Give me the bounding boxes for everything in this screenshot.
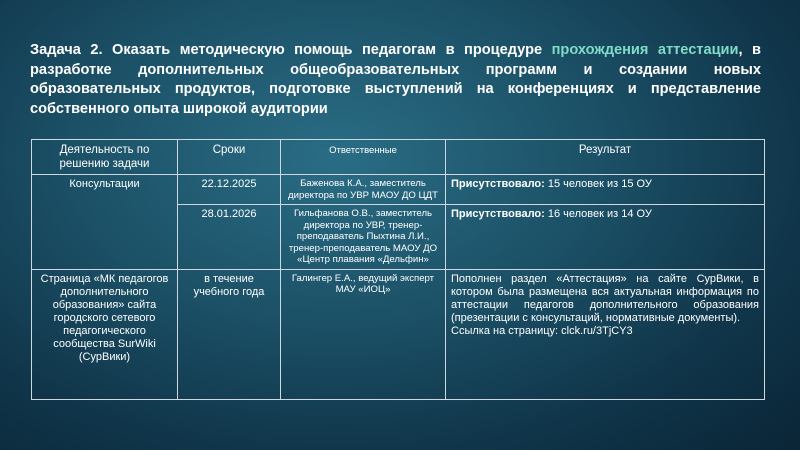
cell-result bbox=[446, 175, 765, 205]
cell-terms: в течение учебного года bbox=[178, 269, 281, 399]
header-activity: Деятельность по решению задачи bbox=[32, 140, 178, 175]
task-heading-highlight: прохождения аттестации bbox=[551, 42, 739, 58]
cell-terms: 28.01.2026 bbox=[178, 205, 281, 270]
result-link-line[interactable]: Ссылка на страницу: clck.ru/3TjCY3 bbox=[451, 324, 633, 337]
result-label: Присутствовало: bbox=[451, 208, 545, 220]
result-text: 15 человек из 15 ОУ bbox=[544, 178, 652, 190]
task-heading-prefix: Задача 2. Оказать методическую помощь педагогам в процедуре bbox=[30, 42, 552, 58]
cell-result bbox=[446, 205, 765, 270]
cell-responsible: Баженова К.А., заместитель директора по УВР МАОУ ДО ЦДТ bbox=[281, 175, 446, 205]
header-terms: Сроки bbox=[178, 140, 281, 175]
header-result: Результат bbox=[446, 140, 765, 175]
header-responsible: Ответственные bbox=[281, 140, 446, 175]
cell-activity: Страница «МК педагогов дополнительного образования» сайта городского сетевого педагогического сообщества SurWiki (СурВики) bbox=[32, 269, 178, 399]
cell-result bbox=[446, 269, 765, 399]
result-text: Пополнен раздел «Аттестация» на сайте СурВики, в котором была размещена вся актуальная информация по аттестации педагогов дополнительного образования (презентации с консультаций, нормативные документы). bbox=[451, 272, 759, 324]
cell-activity: Консультации bbox=[32, 175, 178, 270]
table-header-row bbox=[32, 140, 765, 175]
result-text: 16 человек из 14 ОУ bbox=[544, 208, 652, 220]
table-row bbox=[32, 175, 765, 205]
cell-responsible: Гильфанова О.В., заместитель директора по УВР, тренер-преподаватель Пыхтина Л.И., тренер-преподаватель МАОУ ДО «Центр плавания «Дельфин» bbox=[281, 205, 446, 270]
result-label: Присутствовало: bbox=[451, 178, 545, 190]
task-heading-suffix: , в разработке дополнительных общеобразовательных программ и создании новых образовательных продуктов, подготовке выступлений на конференциях и представление собственного опыта широкой аудитории bbox=[30, 42, 761, 117]
task-heading bbox=[30, 41, 761, 119]
cell-terms: 22.12.2025 bbox=[178, 175, 281, 205]
activities-table bbox=[31, 139, 765, 400]
cell-responsible: Галингер Е.А., ведущий эксперт МАУ «ИОЦ» bbox=[281, 269, 446, 399]
table-row bbox=[32, 269, 765, 399]
